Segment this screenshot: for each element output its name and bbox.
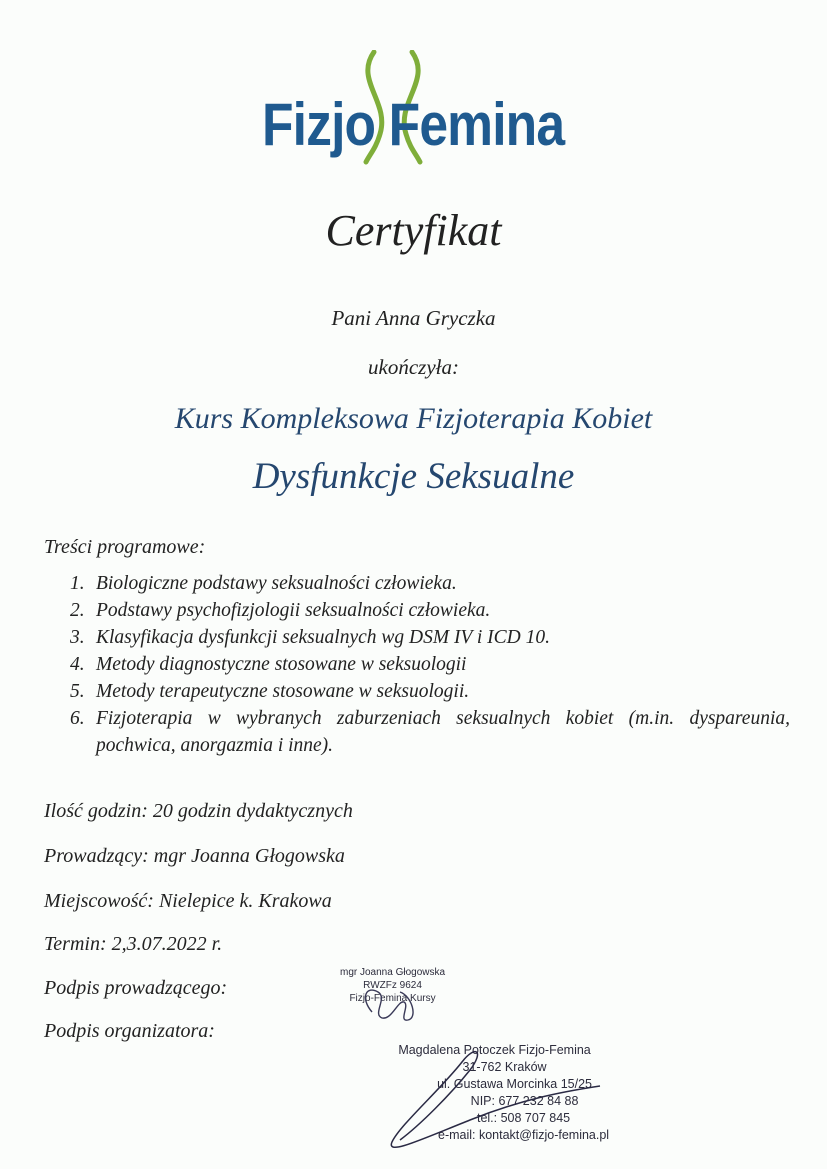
stamp-line: Magdalena Potoczek Fizjo-Femina [398, 1043, 591, 1057]
stamp-line: mgr Joanna Głogowska [340, 967, 446, 978]
stamp-line: NIP: 677 232 84 88 [470, 1094, 579, 1108]
list-text: Podstawy psychofizjologii seksualności człowieka. [96, 600, 491, 621]
course-name: Kurs Kompleksowa Fizjoterapia Kobiet [174, 402, 653, 435]
stamp-line: ul. Gustawa Morcinka 15/25 [437, 1077, 593, 1091]
organizer-signature-label: Podpis organizatora: [44, 1020, 215, 1042]
list-text: Metody terapeutyczne stosowane w seksuologii. [96, 681, 470, 702]
course-subtitle: Dysfunkcje Seksualne [252, 456, 575, 497]
recipient-name: Pani Anna Gryczka [331, 306, 496, 330]
list-text: Metody diagnostyczne stosowane w seksuologii [96, 654, 467, 675]
list-number: 5. [70, 681, 85, 702]
instructor-signature-icon [365, 990, 413, 1020]
list-number: 1. [70, 573, 85, 594]
list-text: Fizjoterapia w wybranych zaburzeniach seksualnych kobiet (m.in. dyspareunia, pochwica, anorgazmia i inne). [96, 708, 790, 756]
list-number: 3. [70, 627, 85, 648]
certificate-title: Certyfikat [325, 206, 502, 255]
stamp-line: Fizjo-Femina Kursy [349, 993, 436, 1004]
date-line: Termin: 2,3.07.2022 r. [44, 933, 223, 955]
list-text: Biologiczne podstawy seksualności człowieka. [96, 573, 457, 594]
organizer-signature-icon [391, 1052, 600, 1148]
stamp-line: 31-762 Kraków [462, 1060, 547, 1074]
hours-line: Ilość godzin: 20 godzin dydaktycznych [44, 800, 353, 822]
stamp-line: tel.: 508 707 845 [476, 1111, 571, 1125]
instructor-signature-label: Podpis prowadzącego: [44, 977, 228, 999]
place-line: Miejscowość: Nielepice k. Krakowa [44, 890, 332, 912]
list-number: 2. [70, 600, 85, 621]
stamp-line: RWZFz 9624 [363, 980, 422, 991]
list-number: 6. [70, 708, 85, 729]
program-heading: Treści programowe: [44, 536, 206, 558]
list-text: Klasyfikacja dysfunkcji seksualnych wg DSM IV i ICD 10. [96, 627, 551, 648]
list-number: 4. [70, 654, 85, 675]
logo-text: Fizjo Femina [262, 91, 565, 158]
instructor-line: Prowadzący: mgr Joanna Głogowska [44, 845, 345, 867]
completed-label: ukończyła: [368, 355, 459, 379]
stamp-line: e-mail: kontakt@fizjo-femina.pl [438, 1128, 610, 1142]
